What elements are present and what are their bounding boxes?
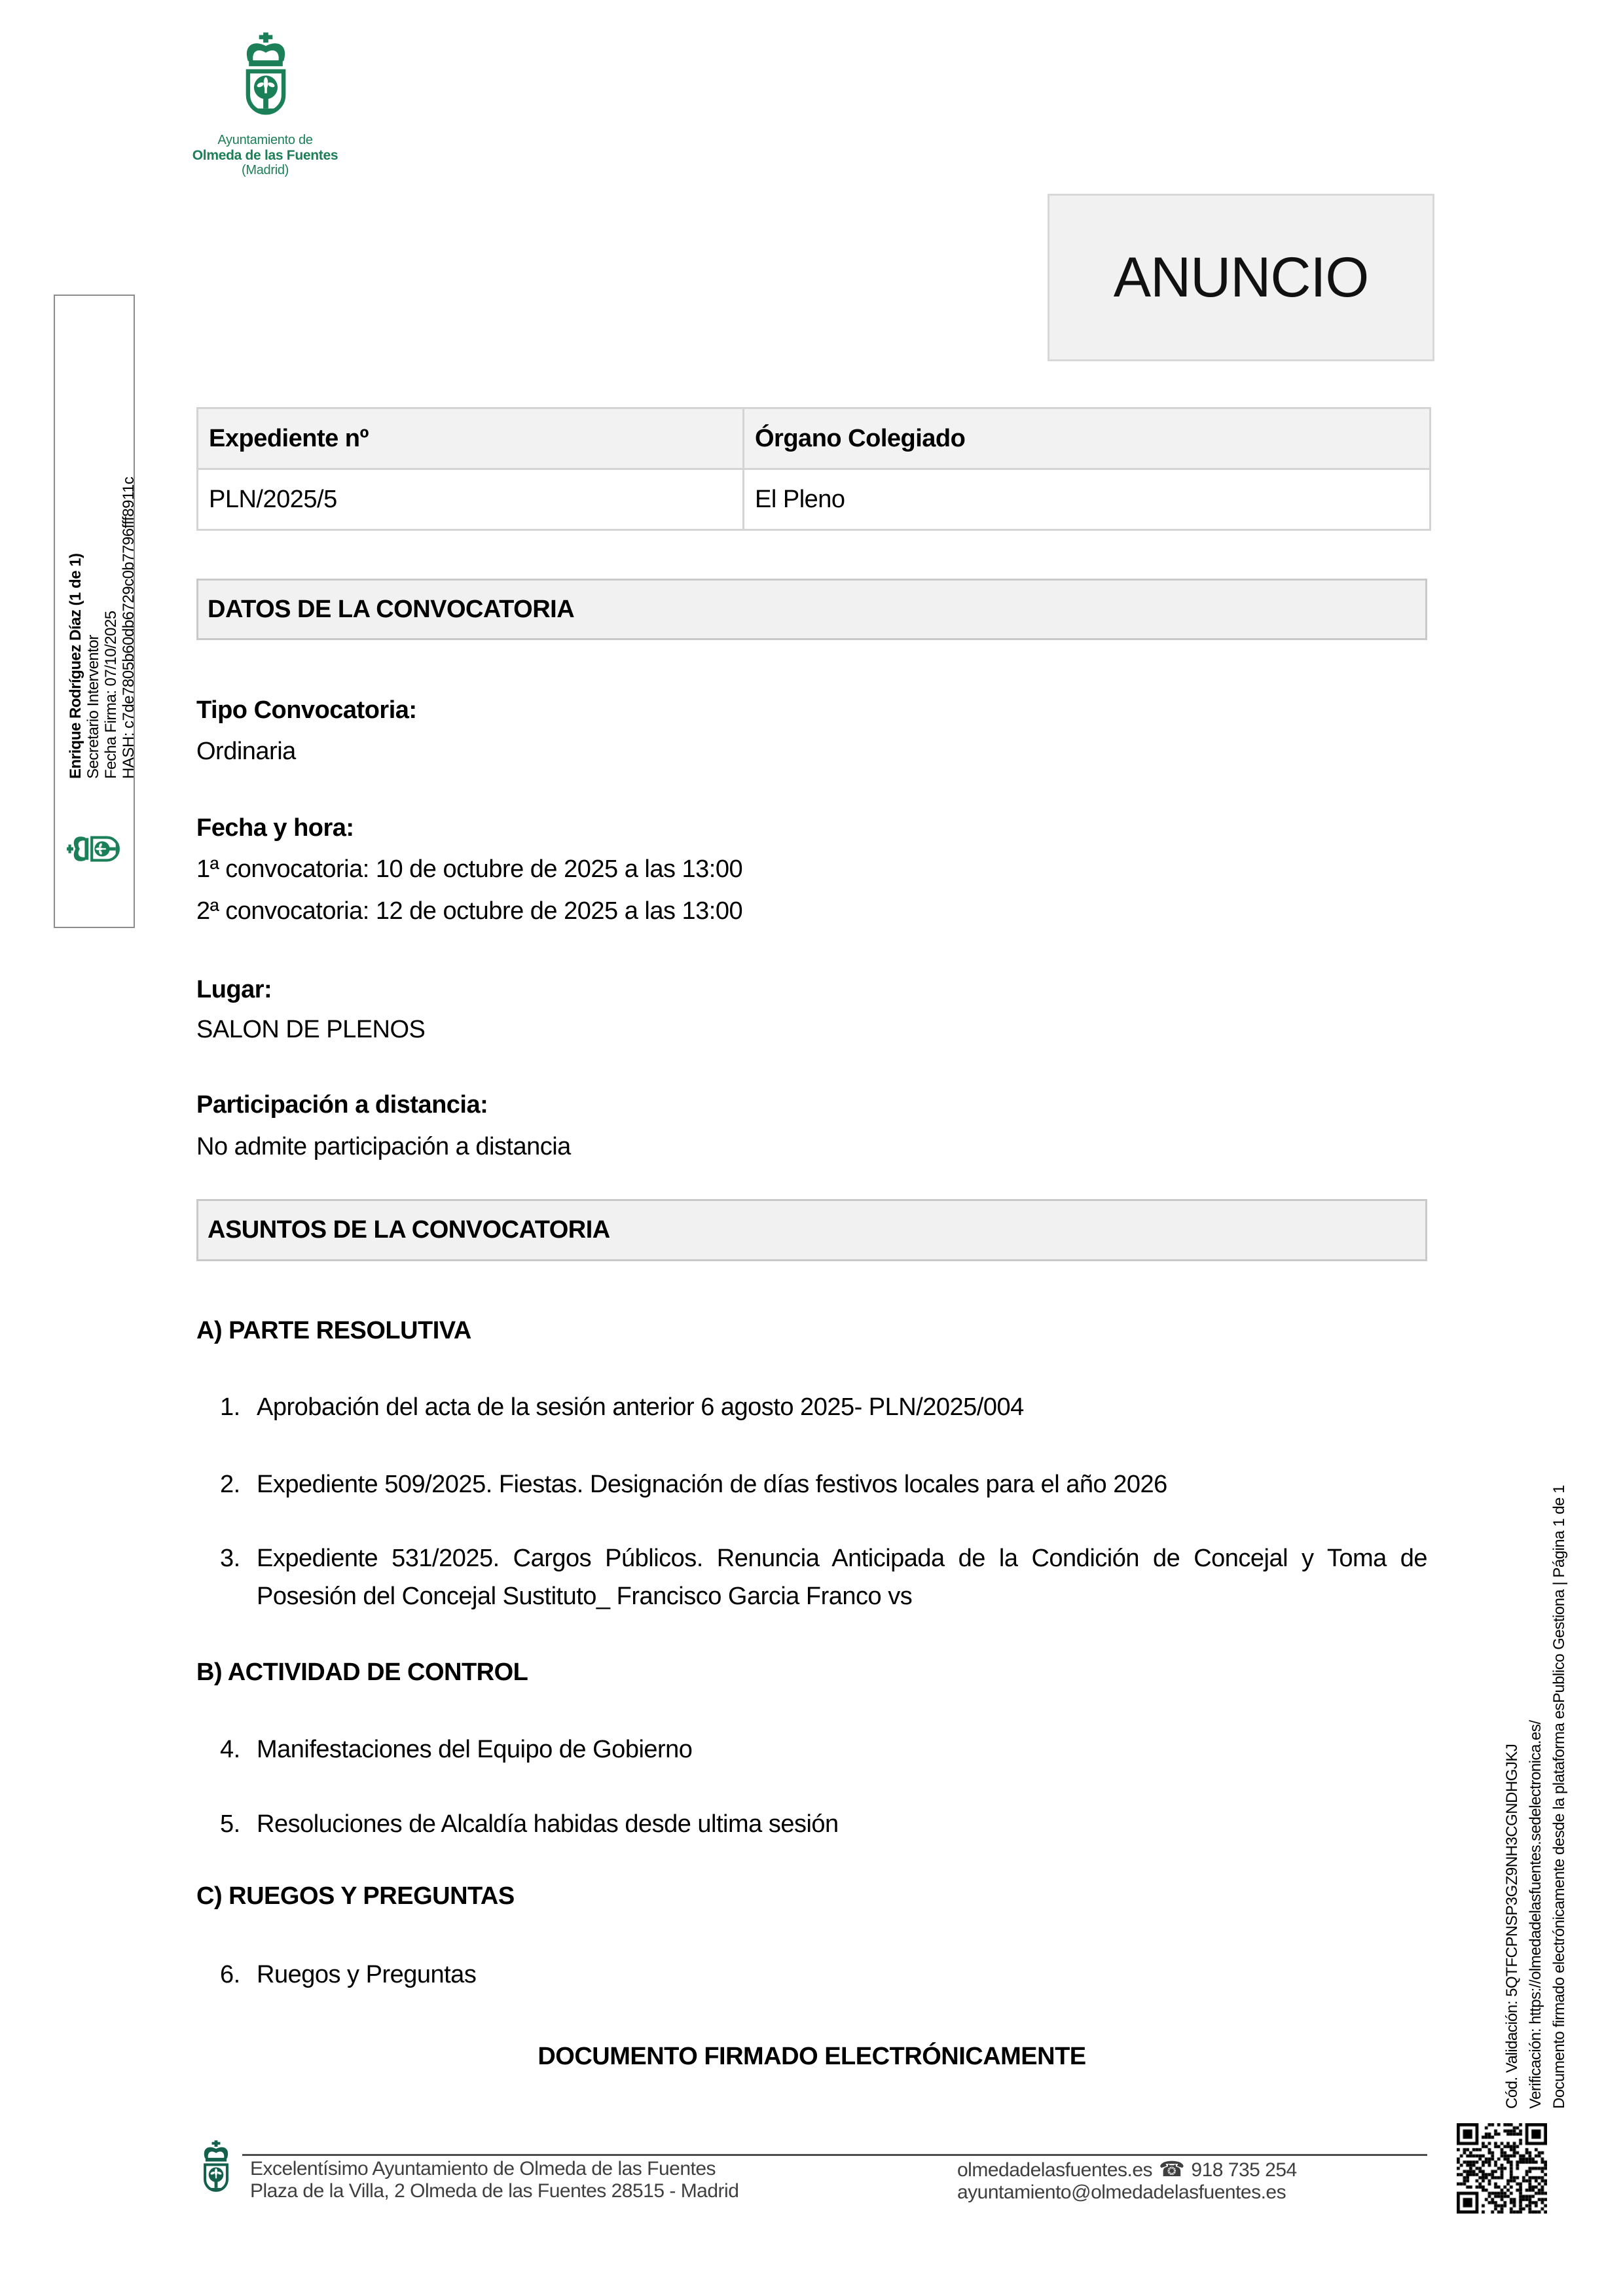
footer-divider xyxy=(242,2154,1427,2156)
municipal-crest-icon xyxy=(240,31,292,123)
item-number: 1. xyxy=(220,1393,240,1421)
footer-entity: Excelentísimo Ayuntamiento de Olmeda de las Fuentes xyxy=(250,2158,716,2179)
footer-address-block xyxy=(250,2158,739,2202)
logo-line-3: (Madrid) xyxy=(241,163,289,177)
item-text: Resoluciones de Alcaldía habidas desde ultima sesión xyxy=(257,1810,839,1838)
phone-icon: ☎ xyxy=(1159,2157,1185,2181)
expediente-header-cell: Expediente nº xyxy=(198,409,744,468)
signature-hash: HASH: c7de7805b60db6729c0b7796fff8911c xyxy=(120,476,137,779)
item-number: 4. xyxy=(220,1736,240,1763)
logo-line-2: Olmeda de las Fuentes xyxy=(192,148,338,163)
footer-address: Plaza de la Villa, 2 Olmeda de las Fuentes 28515 - Madrid xyxy=(250,2180,739,2202)
footer-website: olmedadelasfuentes.es xyxy=(957,2159,1153,2181)
municipal-logo-text xyxy=(177,133,354,178)
primera-convocatoria: 1ª convocatoria: 10 de octubre de 2025 a las 13:00 xyxy=(196,855,743,883)
agenda-item-3 xyxy=(196,1539,1427,1615)
expediente-table xyxy=(196,407,1431,531)
item-text: Aprobación del acta de la sesión anterior 6 agosto 2025- PLN/2025/004 xyxy=(257,1393,1024,1421)
participacion-label: Participación a distancia: xyxy=(196,1091,488,1119)
validation-code: Cód. Validación: 5QTFCPNSP3GZ9NH3CGNDHGJKJ xyxy=(1503,1744,1521,2109)
datos-section-header xyxy=(196,579,1427,640)
electronically-signed-note: DOCUMENTO FIRMADO ELECTRÓNICAMENTE xyxy=(538,2043,1086,2070)
agenda-item-4 xyxy=(196,1731,1427,1768)
signature-crest-icon xyxy=(67,831,124,867)
announcement-title: ANUNCIO xyxy=(1113,245,1369,309)
asuntos-section-header xyxy=(196,1199,1427,1261)
signer-name: Enrique Rodríguez Díaz (1 de 1) xyxy=(67,553,84,779)
item-number: 2. xyxy=(220,1471,240,1498)
agenda-item-1 xyxy=(196,1388,1427,1426)
expediente-value-cell: PLN/2025/5 xyxy=(198,470,744,529)
organo-header-cell: Órgano Colegiado xyxy=(755,424,966,452)
agenda-item-2 xyxy=(196,1465,1427,1503)
lugar-value: SALON DE PLENOS xyxy=(196,1016,426,1043)
footer-web-phone xyxy=(957,2158,1297,2181)
lugar-label: Lugar: xyxy=(196,976,272,1003)
validation-sidebar-text xyxy=(1501,1363,1574,2109)
datos-section-title: DATOS DE LA CONVOCATORIA xyxy=(208,595,575,623)
announcement-title-box xyxy=(1048,194,1434,361)
item-number: 3. xyxy=(220,1545,240,1572)
platform-note: Documento firmado electrónicamente desde la plataforma esPublico Gestiona | Página 1 de 1 xyxy=(1550,1485,1568,2109)
parte-c-heading: C) RUEGOS Y PREGUNTAS xyxy=(196,1882,515,1910)
item-text: Ruegos y Preguntas xyxy=(257,1961,477,1988)
agenda-item-6 xyxy=(196,1956,1427,1994)
tipo-convocatoria-value: Ordinaria xyxy=(196,738,296,765)
verification-url: Verificación: https://olmedadelasfuentes.sedelectronica.es/ xyxy=(1527,1720,1544,2109)
participacion-value: No admite participación a distancia xyxy=(196,1133,571,1160)
organo-value-cell: El Pleno xyxy=(755,485,845,513)
logo-line-1: Ayuntamiento de xyxy=(217,133,313,147)
item-text: Expediente 531/2025. Cargos Públicos. Renuncia Anticipada de la Condición de Concejal y Toma de Posesión del Concejal Sustituto_ Francisco Garcia Franco vs xyxy=(257,1545,1427,1610)
tipo-convocatoria-label: Tipo Convocatoria: xyxy=(196,696,417,724)
asuntos-section-title: ASUNTOS DE LA CONVOCATORIA xyxy=(208,1216,610,1244)
signer-role: Secretario Interventor xyxy=(84,635,102,779)
signature-date: Fecha Firma: 07/10/2025 xyxy=(102,611,120,779)
footer-phone: 918 735 254 xyxy=(1191,2159,1297,2181)
item-text: Expediente 509/2025. Fiestas. Designación de días festivos locales para el año 2026 xyxy=(257,1471,1167,1498)
footer-crest-icon xyxy=(200,2139,232,2198)
table-data-row xyxy=(198,470,1429,529)
item-number: 5. xyxy=(220,1810,240,1838)
segunda-convocatoria: 2ª convocatoria: 12 de octubre de 2025 a las 13:00 xyxy=(196,897,743,925)
item-number: 6. xyxy=(220,1961,240,1988)
footer-contact-block xyxy=(957,2158,1297,2204)
item-text: Manifestaciones del Equipo de Gobierno xyxy=(257,1736,693,1763)
parte-a-heading: A) PARTE RESOLUTIVA xyxy=(196,1317,471,1344)
parte-b-heading: B) ACTIVIDAD DE CONTROL xyxy=(196,1659,528,1686)
qr-code xyxy=(1457,2123,1547,2214)
table-header-row xyxy=(198,409,1429,470)
footer-email: ayuntamiento@olmedadelasfuentes.es xyxy=(957,2181,1286,2203)
agenda-item-5 xyxy=(196,1805,1427,1843)
signature-stamp-text xyxy=(67,327,139,779)
fecha-hora-label: Fecha y hora: xyxy=(196,814,354,842)
